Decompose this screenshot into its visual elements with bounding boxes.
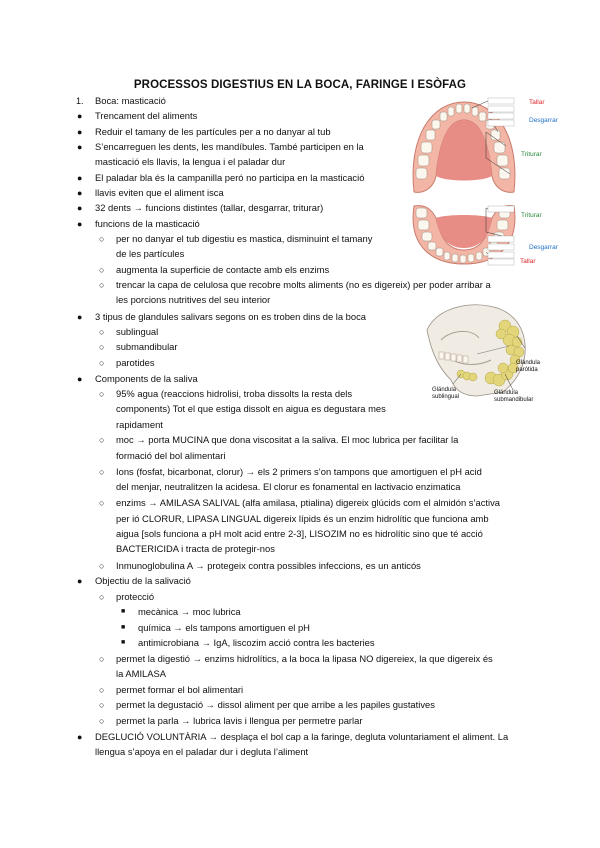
text-line: components) Tot el que estiga dissolt en aigua es degustara mes <box>116 403 386 414</box>
bullet-circle: ○ <box>99 358 105 368</box>
text-line: enzims → AMILASA SALIVAL (alfa amilasa, ptialina) digereix glúcids com el almidón s’activa <box>116 497 501 508</box>
text-line: de les partícules <box>116 248 185 259</box>
label-parotida: Glándula parótida <box>516 360 541 373</box>
text-line: permet la degustació → dissol aliment per que arribe a les papiles gustatives <box>116 699 435 710</box>
text-line: Boca: masticació <box>95 95 166 106</box>
bullet-circle: ○ <box>99 265 105 275</box>
text-line: per no danyar el tub digestiu es mastica, disminuint el tamany <box>116 233 373 244</box>
label-triturar-top: Triturar <box>521 151 542 158</box>
bullet-circle: ○ <box>99 389 105 399</box>
bullet-circle: ○ <box>99 561 105 571</box>
text-line: permet la parla → lubrica lavis i llengua per permetre parlar <box>116 715 363 726</box>
text-line: Ions (fosfat, bicarbonat, clorur) → els 2 primers s’on tampons que amortiguen el pH acid <box>116 466 482 477</box>
bullet-dot: ● <box>77 312 83 322</box>
bullet-dot: ● <box>77 203 83 213</box>
text-line: S’encarreguen les dents, les mandíbules. També participen en la <box>95 141 364 152</box>
bullet-circle: ○ <box>99 498 105 508</box>
bullet-dot: ● <box>77 127 83 137</box>
bullet-circle: ○ <box>99 327 105 337</box>
text-line: rapidament <box>116 419 163 430</box>
bullet-square: ■ <box>121 639 126 646</box>
bullet-dot: ● <box>77 576 83 586</box>
text-line: formació del bol alimentari <box>116 450 226 461</box>
text-line: les porcions nutritives del seu interior <box>116 294 271 305</box>
text-line: Reduir el tamany de les partícules per a no danyar al tub <box>95 126 331 137</box>
bullet-dot: ● <box>77 732 83 742</box>
text-line: masticació els llavis, la lengua i el paladar dur <box>95 156 286 167</box>
text-line: El paladar bla és la campanilla peró no participa en la masticació <box>95 172 365 183</box>
text-line: augmenta la superficie de contacte amb els enzims <box>116 264 330 275</box>
text-line: permet la digestió → enzims hidrolítics, a la boca la lipasa NO digereiex, la que digereix és <box>116 653 493 664</box>
label-sublingual: Glándula sublingual <box>432 387 460 400</box>
text-line: aigua [sols funciona a pH molt acid entre 2-3], LISOZIM no es hidrolític sino que té acció <box>116 528 483 539</box>
bullet-circle: ○ <box>99 435 105 445</box>
text-line: llengua s’apoya en el paladar dur i degluta l’aliment <box>95 746 309 757</box>
text-line: trencar la capa de celulosa que recobre molts aliments (no es digereix) per poder arribar a <box>116 279 491 290</box>
text-line: Objectiu de la salivació <box>95 575 191 586</box>
text-line: BACTERICIDA i tracta de protegir-nos <box>116 543 275 554</box>
text-line: la AMILASA <box>116 668 167 679</box>
text-line: moc → porta MUCINA que dona viscositat a la saliva. El moc lubrica per facilitar la <box>116 434 459 445</box>
label-tallar-bottom: Tallar <box>520 258 536 265</box>
text-line: DEGLUCIÓ VOLUNTÀRIA → desplaça el bol cap a la faringe, degluta voluntariament el aliment. La <box>95 731 509 742</box>
bullet-dot: ● <box>77 111 83 121</box>
bullet-dot: ● <box>77 374 83 384</box>
text-line: 95% agua (reaccions hidrolisi, troba dissolts la resta dels <box>116 388 353 399</box>
bullet-circle: ○ <box>99 685 105 695</box>
label-submandibular: Glándula submandibular <box>494 390 534 403</box>
text-line: Trencament del aliments <box>95 110 198 121</box>
bullet-circle: ○ <box>99 700 105 710</box>
list-number: 1. <box>76 96 84 106</box>
bullet-circle: ○ <box>99 592 105 602</box>
label-desgarrar-bottom: Desgarrar <box>529 244 558 251</box>
text-line: mecànica → moc lubrica <box>138 606 241 617</box>
page-title: PROCESSOS DIGESTIUS EN LA BOCA, FARINGE I ESÒFAG <box>133 79 467 91</box>
text-line: del menjar, neutralitzen la acidesa. El clorur es fonamental en lactivacio enzimatica <box>116 481 461 492</box>
text-line: llavis eviten que el aliment isca <box>95 187 224 198</box>
bullet-square: ■ <box>121 608 126 615</box>
text-line: per ió CLORUR, LIPASA LINGUAL digereix lípids és un enzim hidrolític que funciona amb <box>116 513 489 524</box>
text-line: permet formar el bol alimentari <box>116 684 244 695</box>
bullet-circle: ○ <box>99 467 105 477</box>
text-line: Inmunoglobulina A → protegeix contra possibles infeccions, es un anticós <box>116 560 421 571</box>
label-desgarrar-top: Desgarrar <box>529 117 558 124</box>
bullet-dot: ● <box>77 142 83 152</box>
teeth-diagram <box>402 96 542 268</box>
text-line: funcions de la masticació <box>95 218 200 229</box>
text-line: submandibular <box>116 341 178 352</box>
text-line: Components de la saliva <box>95 373 198 384</box>
text-line: 3 tipus de glandules salivars segons on es troben dins de la boca <box>95 311 367 322</box>
bullet-circle: ○ <box>99 342 105 352</box>
bullet-dot: ● <box>77 173 83 183</box>
text-line: sublingual <box>116 326 159 337</box>
text-line: protecció <box>116 591 155 602</box>
text-line: parotides <box>116 357 155 368</box>
text-line: 32 dents → funcions distintes (tallar, desgarrar, triturar) <box>95 202 324 213</box>
bullet-circle: ○ <box>99 280 105 290</box>
bullet-circle: ○ <box>99 234 105 244</box>
label-tallar-top: Tallar <box>529 99 545 106</box>
text-line: química → els tampons amortiguen el pH <box>138 622 310 633</box>
bullet-circle: ○ <box>99 716 105 726</box>
bullet-dot: ● <box>77 188 83 198</box>
label-triturar-bottom: Triturar <box>521 212 542 219</box>
bullet-square: ■ <box>121 624 126 631</box>
bullet-circle: ○ <box>99 654 105 664</box>
bullet-dot: ● <box>77 219 83 229</box>
text-line: antimicrobiana → IgA, liscozim acció contra les bacteries <box>138 637 375 648</box>
